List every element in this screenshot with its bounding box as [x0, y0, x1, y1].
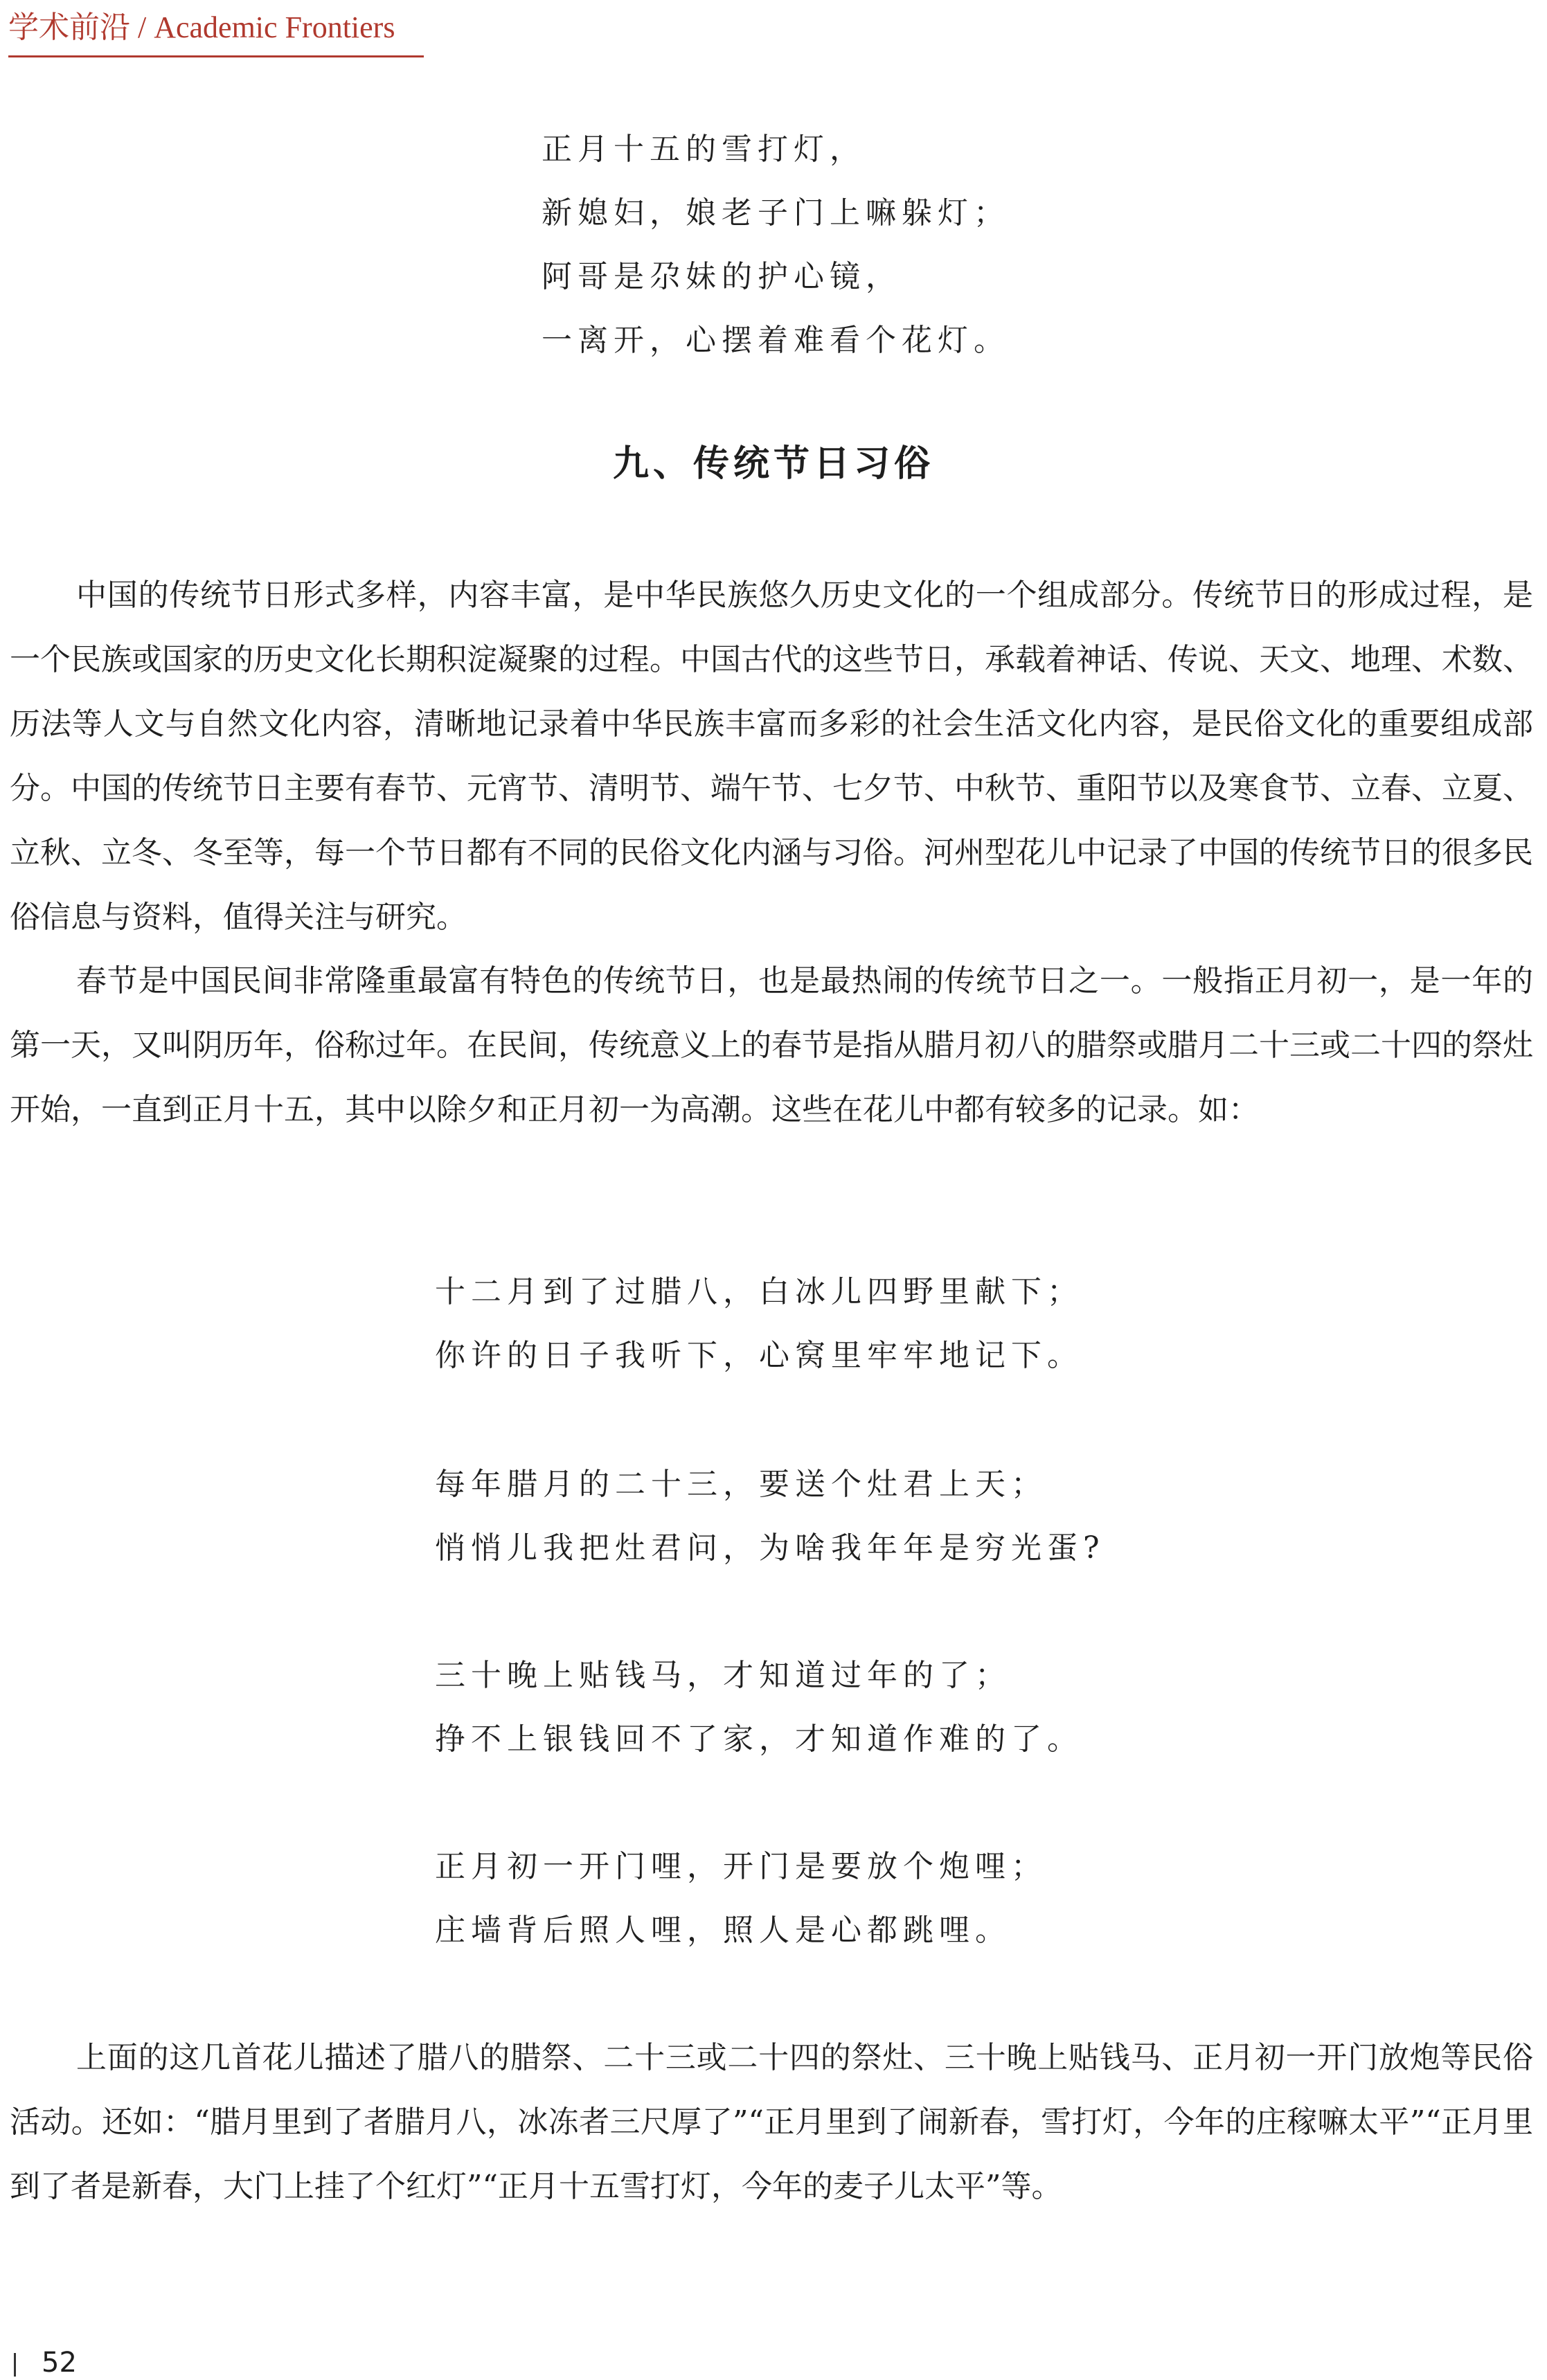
poem-line: 十二月到了过腊八，白冰儿四野里献下；	[435, 1274, 1083, 1309]
poem-line: 三十晚上贴钱马，才知道过年的了；	[435, 1658, 1011, 1693]
poem-line: 悄悄儿我把灶君问，为啥我年年是穷光蛋?	[435, 1530, 1105, 1566]
poem-line: 一离开，心摆着难看个花灯。	[542, 323, 1010, 358]
page-number: 52	[42, 2347, 77, 2379]
running-header	[8, 6, 424, 54]
poem-line: 庄墙背后照人哩，照人是心都跳哩。	[435, 1913, 1011, 1948]
poem-line: 正月初一开门哩，开门是要放个炮哩；	[435, 1849, 1047, 1884]
footer-divider	[14, 2353, 16, 2377]
poem-line: 每年腊月的二十三，要送个灶君上天；	[435, 1467, 1047, 1502]
body-paragraph: 上面的这几首花儿描述了腊八的腊祭、二十三或二十四的祭灶、三十晚上贴钱马、正月初一开门放炮等民俗活动。还如：“腊月里到了者腊月八，冰冻者三尺厚了”“正月里到了闹新春，雪打灯，今年的庄稼嘛太平”“正月里到了者是新春，大门上挂了个红灯”“正月十五雪打灯，今年的麦子儿太平”等。	[10, 2040, 1533, 2204]
poem-laba	[435, 1260, 1083, 1388]
body-paragraph: 中国的传统节日形式多样，内容丰富，是中华民族悠久历史文化的一个组成部分。传统节日的形成过程，是一个民族或国家的历史文化长期积淀凝聚的过程。中国古代的这些节日，承载着神话、传说、天文、地理、术数、历法等人文与自然文化内容，清晰地记录着中华民族丰富而多彩的社会生活文化内容，是民俗文化的重要组成部分。中国的传统节日主要有春节、元宵节、清明节、端午节、七夕节、中秋节、重阳节以及寒食节、立春、立夏、立秋、立冬、冬至等，每一个节日都有不同的民俗文化内涵与习俗。河州型花儿中记录了中国的传统节日的很多民俗信息与资料，值得关注与研究。	[10, 578, 1533, 935]
poem-line: 挣不上银钱回不了家，才知道作难的了。	[435, 1721, 1083, 1757]
poem-line: 正月十五的雪打灯，	[542, 132, 866, 167]
header-divider	[8, 55, 424, 57]
poem-line: 你许的日子我听下，心窝里牢牢地记下。	[435, 1338, 1083, 1373]
poem-new-year-day	[435, 1835, 1047, 1962]
poem-line: 阿哥是尕妹的护心镜，	[542, 259, 902, 294]
section-heading: 九、传统节日习俗	[612, 443, 934, 485]
poem-kitchen-god	[435, 1453, 1105, 1580]
poem-new-year-eve	[435, 1644, 1083, 1771]
running-title: 学术前沿 / Academic Frontiers	[8, 10, 395, 44]
poem-lantern	[542, 118, 1010, 373]
poem-line: 新媳妇，娘老子门上嘛躲灯；	[542, 195, 1010, 231]
body-paragraph: 春节是中国民间非常隆重最富有特色的传统节日，也是最热闹的传统节日之一。一般指正月初一，是一年的第一天，又叫阴历年，俗称过年。在民间，传统意义上的春节是指从腊月初八的腊祭或腊月二十三或二十四的祭灶开始，一直到正月十五，其中以除夕和正月初一为高潮。这些在花儿中都有较多的记录。如：	[10, 963, 1533, 1127]
